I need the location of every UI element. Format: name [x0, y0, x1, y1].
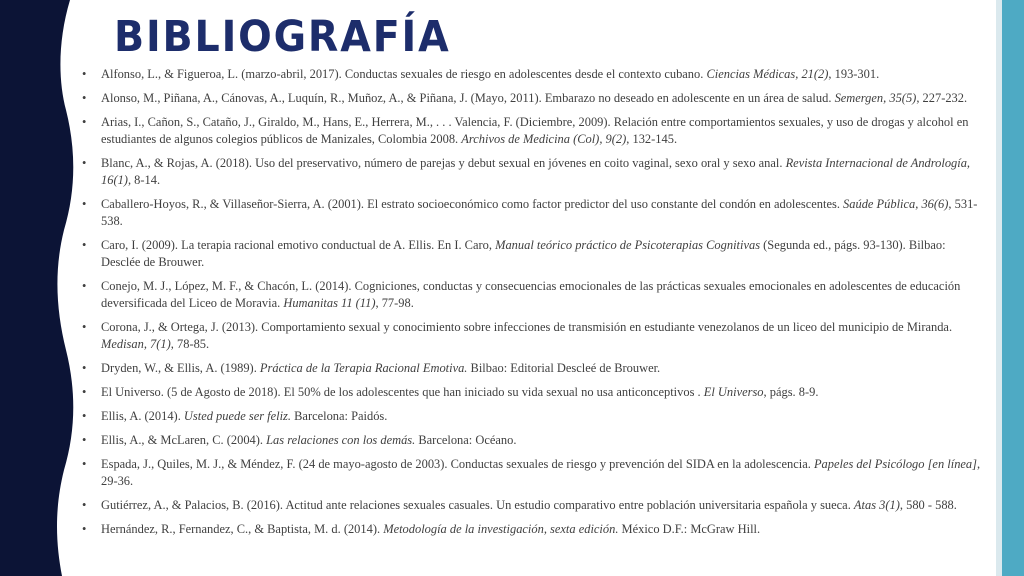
reference-source: Ciencias Médicas, 21(2) — [706, 67, 829, 81]
reference-item — [80, 196, 985, 230]
reference-text: Alonso, M., Piñana, A., Cánovas, A., Luquín, R., Muñoz, A., & Piñana, J. (Mayo, 2011). Embarazo no deseado en adolescente en un área de salud. — [101, 91, 835, 105]
reference-pages: , 193-301. — [828, 67, 880, 81]
reference-text: Blanc, A., & Rojas, A. (2018). Uso del preservativo, número de parejas y debut sexual en jóvenes en coito vaginal, sexo oral y sexo anal. — [101, 156, 786, 170]
reference-text: Alfonso, L., & Figueroa, L. (marzo-abril, 2017). Conductas sexuales de riesgo en adolescentes desde el contexto cubano. — [101, 67, 707, 81]
reference-pages: Bilbao: Editorial Descleé de Brouwer. — [467, 361, 661, 375]
reference-item — [80, 114, 985, 148]
reference-text: Corona, J., & Ortega, J. (2013). Comportamiento sexual y conocimiento sobre infecciones de transmisión en estudiante venezolanos de un liceo del municipio de Miranda. — [101, 320, 953, 334]
reference-source: Revista Internacional de Andrología, 16(1) — [101, 156, 971, 187]
right-accent-band — [1002, 0, 1024, 576]
reference-pages: Barcelona: Paidós. — [291, 409, 388, 423]
reference-item — [80, 90, 985, 107]
reference-source: Atas 3(1) — [853, 498, 900, 512]
reference-source: Medisan, 7(1) — [101, 337, 171, 351]
reference-source: Práctica de la Terapia Racional Emotiva. — [259, 361, 468, 375]
reference-item — [80, 384, 985, 401]
reference-item — [80, 497, 985, 514]
reference-text: Ellis, A., & McLaren, C. (2004). — [101, 433, 267, 447]
reference-text: Gutiérrez, A., & Palacios, B. (2016). Actitud ante relaciones sexuales casuales. Un estudio comparativo entre población universitaria española y sueca. — [101, 498, 854, 512]
reference-pages: , 77-98. — [375, 296, 414, 310]
reference-pages: (Segunda ed., págs. 93-130). Bilbao: Desclée de Brouwer. — [101, 238, 946, 269]
reference-source: Papeles del Psicólogo [en línea] — [813, 457, 977, 471]
reference-item — [80, 408, 985, 425]
reference-text: Conejo, M. J., López, M. F., & Chacón, L. (2014). Cogniciones, conductas y consecuencias emocionales de las prácticas sexuales emocionales en adolescentes de educación deversificada del Liceo de Moravia. — [101, 279, 961, 310]
reference-pages: Barcelona: Océano. — [415, 433, 517, 447]
reference-pages: , 132-145. — [626, 132, 678, 146]
reference-source: Saúde Pública, 36(6) — [843, 197, 949, 211]
reference-item — [80, 66, 985, 83]
reference-item — [80, 155, 985, 189]
reference-source: Humanitas 11 (11) — [283, 296, 376, 310]
left-wave-band — [0, 0, 80, 576]
reference-list — [80, 66, 985, 545]
reference-source: Metodología de la investigación, sexta edición. — [383, 522, 619, 536]
reference-pages: , págs. 8-9. — [763, 385, 819, 399]
reference-pages: , 78-85. — [170, 337, 210, 351]
reference-pages: , 227-232. — [916, 91, 968, 105]
slide-title: BIBLIOGRAFÍA — [114, 12, 451, 62]
reference-text: Dryden, W., & Ellis, A. (1989). — [101, 361, 260, 375]
reference-item — [80, 521, 985, 538]
reference-source: Usted puede ser feliz. — [183, 409, 292, 423]
reference-text: Ellis, A. (2014). — [101, 409, 184, 423]
reference-source: Archivos de Medicina (Col), 9(2) — [461, 132, 627, 146]
reference-item — [80, 360, 985, 377]
reference-pages: , 531-538. — [101, 197, 978, 228]
reference-source: El Universo — [703, 385, 764, 399]
reference-pages: , 580 - 588. — [899, 498, 957, 512]
reference-source: Semergen, 35(5) — [834, 91, 917, 105]
reference-text: Caro, I. (2009). La terapia racional emotivo conductual de A. Ellis. En I. Caro, — [101, 238, 496, 252]
reference-text: Hernández, R., Fernandez, C., & Baptista, M. d. (2014). — [101, 522, 384, 536]
reference-source: Manual teórico práctico de Psicoterapias Cognitivas — [495, 238, 761, 252]
reference-item — [80, 319, 985, 353]
reference-item — [80, 237, 985, 271]
reference-item — [80, 278, 985, 312]
reference-pages: México D.F.: McGraw Hill. — [618, 522, 761, 536]
reference-source: Las relaciones con los demás. — [266, 433, 416, 447]
reference-text: El Universo. (5 de Agosto de 2018). El 50% de los adolescentes que han iniciado su vida sexual no usa anticonceptivos . — [101, 385, 704, 399]
reference-text: Caballero-Hoyos, R., & Villaseñor-Sierra, A. (2001). El estrato socioeconómico como factor predictor del uso constante del condón en adolescentes. — [101, 197, 844, 211]
reference-pages: , 29-36. — [101, 457, 981, 488]
reference-text: Arias, I., Cañon, S., Cataño, J., Giraldo, M., Hans, E., Herrera, M., . . . Valencia, F. (Diciembre, 2009). Relación entre comportamientos sexuales, y uso de drogas y alcohol en estudiantes de algunos colegios públicos de Manizales, Colombia 2008. — [101, 115, 969, 146]
reference-item — [80, 432, 985, 449]
reference-text: Espada, J., Quiles, M. J., & Méndez, F. (24 de mayo-agosto de 2003). Conductas sexuales de riesgo y prevención del SIDA en la adolescencia. — [101, 457, 814, 471]
reference-item — [80, 456, 985, 490]
reference-pages: , 8-14. — [127, 173, 161, 187]
